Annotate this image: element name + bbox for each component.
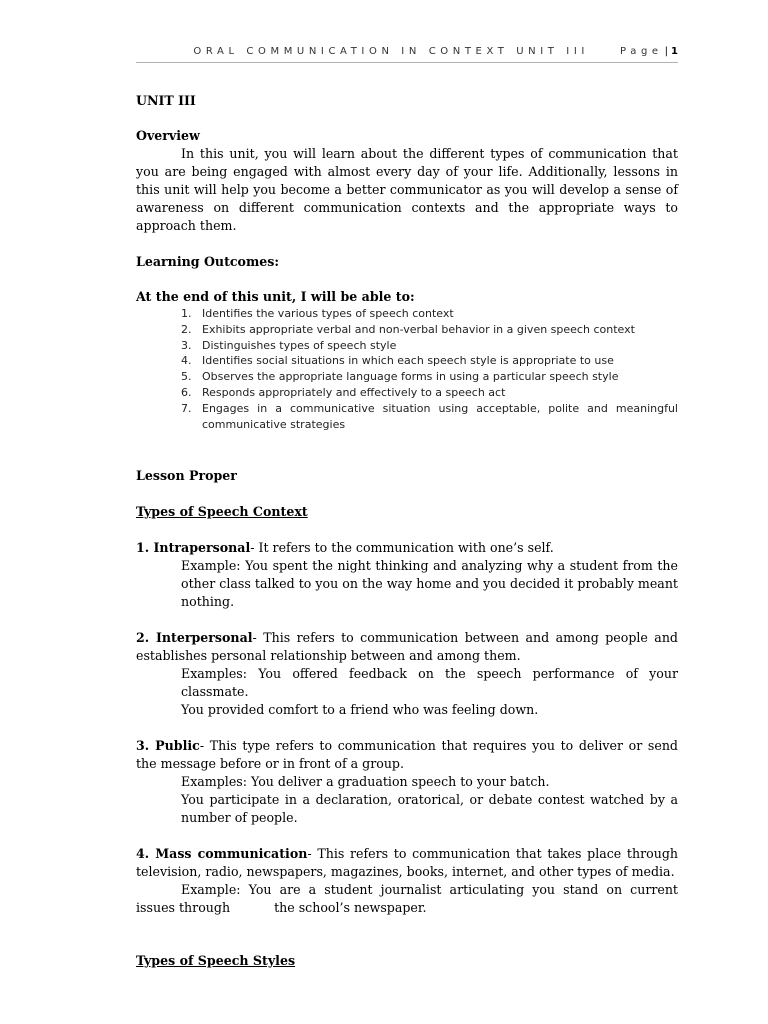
- page-word: Page: [620, 46, 663, 57]
- list-item: 3. Distinguishes types of speech style: [181, 338, 397, 352]
- context-public: [136, 737, 678, 773]
- lesson-proper-heading: Lesson Proper: [136, 468, 237, 484]
- list-item: 2. Exhibits appropriate verbal and non-verbal behavior in a given speech context: [181, 322, 635, 336]
- speech-context-heading: Types of Speech Context: [136, 504, 308, 520]
- learning-outcomes-heading: Learning Outcomes:: [136, 254, 280, 269]
- list-item: 1. Identifies the various types of speech context: [181, 307, 454, 320]
- list-item: 6. Responds appropriately and effectively to a speech act: [181, 385, 506, 399]
- context-term: 2. Interpersonal: [136, 630, 253, 646]
- list-item: 4. Identifies social situations in which each speech style is appropriate to use: [181, 354, 614, 368]
- context-mass-communication: [136, 845, 678, 881]
- context-example: Example: You are a student journalist articulating you stand on current issues through the school’s newspaper.: [136, 882, 678, 916]
- speech-styles-heading: Types of Speech Styles: [136, 953, 296, 969]
- context-definition: - It refers to the communication with one’s self.: [250, 540, 554, 556]
- running-header: [136, 46, 678, 57]
- document-body: [136, 92, 678, 970]
- context-example: Example: You spent the night thinking and analyzing why a student from the other class talked to you on the way home and you decided it probably meant nothing.: [181, 558, 678, 610]
- context-definition: - This refers to communication that takes place through television, radio, newspapers, magazines, books, internet, and other types of media.: [136, 846, 678, 880]
- header-rule: [136, 62, 678, 63]
- learning-outcomes-list: [136, 306, 678, 432]
- context-interpersonal: [136, 629, 678, 665]
- overview-text: In this unit, you will learn about the different types of communication that you are being engaged with almost every day of your life. Additionally, lessons in this unit will help you become a better communicator as you will develop a sense of awareness on different communication contexts and the appropriate ways to approach them.: [136, 146, 678, 233]
- context-term: 3. Public: [136, 738, 200, 754]
- context-intrapersonal: [136, 539, 678, 557]
- running-title: ORAL COMMUNICATION IN CONTEXT UNIT III: [193, 46, 589, 57]
- context-term: 4. Mass communication: [136, 846, 308, 862]
- context-definition: - This type refers to communication that requires you to deliver or send the message before or in front of a group.: [136, 738, 678, 772]
- overview-heading: Overview: [136, 128, 200, 143]
- list-item: 5. Observes the appropriate language forms in using a particular speech style: [181, 370, 619, 384]
- context-example: You participate in a declaration, oratorical, or debate contest watched by a number of people.: [181, 792, 678, 826]
- list-item: 7. Engages in a communicative situation using acceptable, polite and meaningful communicative strategies: [181, 401, 678, 431]
- header-separator: |: [664, 46, 669, 57]
- context-example: Examples: You offered feedback on the speech performance of your classmate.: [181, 666, 678, 700]
- context-definition: - This refers to communication between and among people and establishes personal relationship between and among them.: [136, 630, 678, 664]
- context-example: Examples: You deliver a graduation speech to your batch.: [181, 774, 550, 790]
- context-term: 1. Intrapersonal: [136, 540, 251, 556]
- page-number: 1: [671, 46, 678, 57]
- context-example: You provided comfort to a friend who was feeling down.: [181, 702, 539, 718]
- learning-outcomes-intro: At the end of this unit, I will be able to:: [136, 289, 415, 304]
- unit-title: UNIT III: [136, 93, 196, 108]
